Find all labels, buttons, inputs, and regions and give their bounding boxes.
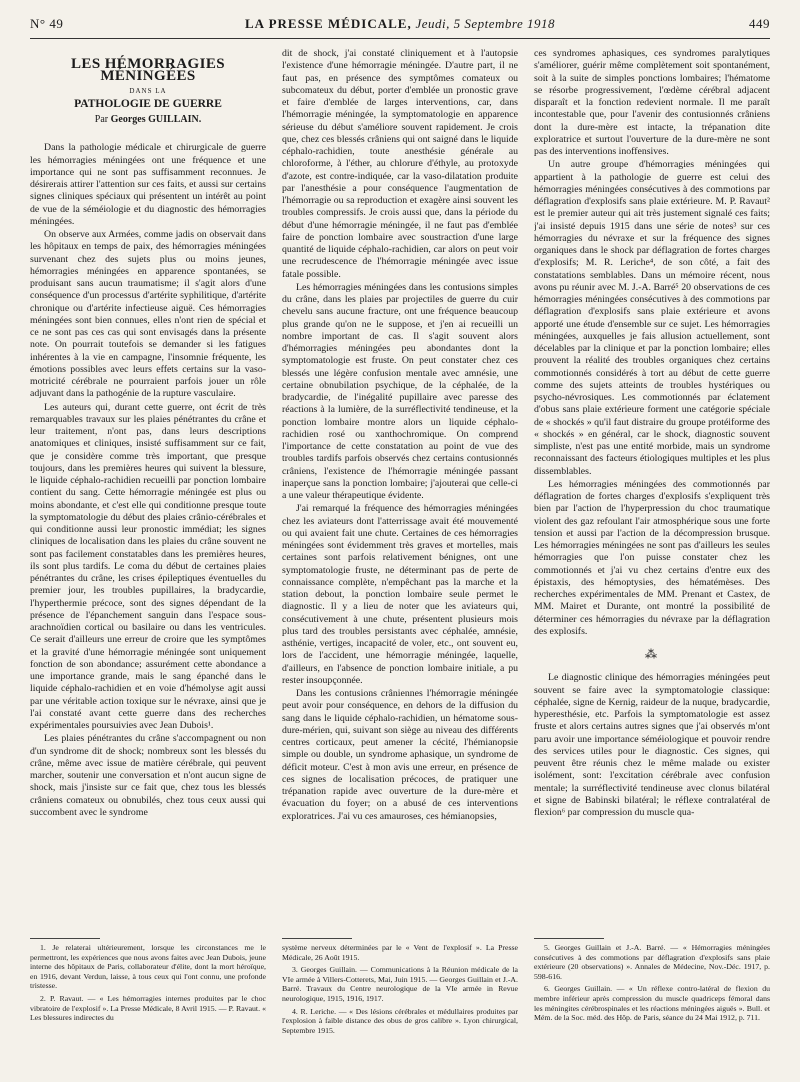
paragraph: Le diagnostic clinique des hémorragies méningées peut souvent se faire avec la symptomatologie classique: céphalée, signe de Kernig, raideur de la nuque, bradycardie, hyperesthésie, etc. Parfois la symptomatologie est assez fruste et alors certains autres signes que j'ai observés m'ont paru avoir une importance séméiologique et pouvoir rendre des services utiles pour le diagnostic. Ces signes, qui peuvent être réunis chez le même malade ou exister isolément, sont: l'excitation cérébrale avec confusion mentale; la surréflectivité tendineuse avec clonus bilatéral et signe de Babinski bilatéral; le réflexe contralatéral de flexion⁶ par compression du muscle qua- bbox=[534, 672, 770, 818]
footnote-rule bbox=[282, 938, 352, 939]
paragraph: Les auteurs qui, durant cette guerre, ont écrit de très remarquables travaux sur les plaies pénétrantes du crâne et leur traitement, n'ont pas, dans leurs descriptions anatomiques et cliniques, insisté suffisamment sur ce fait, que je considère comme très important, que presque toujours, dans les premières heures qui suivent la blessure, le liquide céphalo-rachidien recueilli par ponction lombaire contient du sang. Cette hémorragie méningée est plus ou moins abondante, et c'est elle qui conditionne presque toute la symptomatologie du début des plaies crânio-cérébrales et qui conditionne aussi leur pronostic immédiat; les signes cliniques de localisation dans les plaies du crâne souvent ne sont pas facilement constatables dans les premières heures, ils sont plus tardifs. Le coma du début de certaines plaies pénétrantes du crâne, les crises épileptiques éventuelles du premier jour, les troubles pupillaires, la bradycardie, l'hyperthermie précoce, sont des signes dépendant de la présence de l'épanchement sanguin dans l'espace sous-arachnoïdien cortical ou basilaire ou dans les ventricules. Ce serait d'ailleurs une erreur de croire que les symptômes et la gravité d'une hémorragie méningée sont uniquement fonction de son abondance; assurément cette abondance a une importance grande, mais le sang épanché dans le liquide céphalo-rachidien et en voie d'hémolyse agit aussi par une véritable action toxique sur le névraxe, ainsi que je l'ai constaté avant cette guerre dans des recherches expérimentales poursuivies avec Jean Dubois¹. bbox=[30, 401, 266, 731]
footnote: 6. Georges Guillain. — « Un réflexe contro-latéral de flexion du membre inférieur après compression du muscle quadriceps fémoral dans les méningites cérébrospinales et les réactions méningées aiguës ». Bull. et Mém. de la Soc. méd. des Hôp. de Paris, séance du 24 Mai 1912, p. 711. bbox=[534, 984, 770, 1023]
column-1 bbox=[30, 48, 266, 1042]
column-3 bbox=[534, 48, 770, 1042]
author-prefix: Par bbox=[94, 114, 109, 125]
paragraph: ces syndromes aphasiques, ces syndromes paralytiques s'améliorer, guérir même complètement soit spontanément, soit à la suite de simples ponctions lombaires; l'hématome se résorbe progressivement, l'œdème cérébral adjacent disparaît et la fonction redevient normale. Il me paraît incontestable que, pour l'avenir des contusionnés crâniens dont la dure-mère est intacte, la trépanation dite exploratrice et surtout l'ouverture de la dure-mère ne sont pas des interventions inoffensives. bbox=[534, 48, 770, 157]
paragraph: Les hémorragies méningées dans les contusions simples du crâne, dans les plaies par projectiles de guerre du cuir chevelu sans aucune fracture, ont une fréquence beaucoup plus grande qu'on ne le suppose, et j'en ai recueilli un nombre important de cas. Il s'agit souvent alors d'hémorragies méningées peu abondantes dont la symptomatologie est fruste. On peut constater chez ces blessés une légère confusion mentale avec amnésie, une certaine obnubilation psychique, de la céphalée, de la bradycardie, de l'inégalité pupillaire avec paresse des réactions à la lumière, de la surréflectivité tendineuse, et la ponction lombaire montre alors un liquide céphalo-rachidien rosé ou xanthochromique. On comprend l'importance de cette constatation au point de vue des troubles tardifs parfois observés chez certains contusionnés crâniens, l'existence de l'hémorragie méningée passant inaperçue sans la ponction lombaire; j'ajouterai que celle-ci a une valeur thérapeutique évidente. bbox=[282, 281, 518, 501]
footnote-rule bbox=[30, 938, 100, 939]
footnotes-column-3 bbox=[534, 938, 770, 1076]
footnote: 2. P. Ravaut. — « Les hémorragies internes produites par le choc vibratoire de l'explosif ». La Presse Médicale, 8 Avril 1915. — P. Ravaut. « Les blessures indirectes du bbox=[30, 993, 266, 1023]
article-title-connector: DANS LA bbox=[129, 86, 167, 95]
issue-date: Jeudi, 5 Septembre 1918 bbox=[415, 16, 556, 31]
paragraph: Les plaies pénétrantes du crâne s'accompagnent ou non d'un syndrome dit de shock; nombreux sont les blessés du crâne, même avec issue de matière cérébrale, qui peuvent marcher, soutenir une conversation et n'ont aucun signe de shock, mais j'insiste sur ce fait que, chez tous les blessés crâniens comateux ou obnubilés, chez tous ceux aussi qui succombent avec le syndrome bbox=[30, 733, 266, 818]
footnotes-column-2 bbox=[282, 938, 518, 1076]
column-2 bbox=[282, 48, 518, 1042]
author-name: Georges GUILLAIN. bbox=[110, 114, 202, 125]
footnote: 1. Je relaterai ultérieurement, lorsque les circonstances me le permettront, les expériences que nous avons faites avec Jean Dubois, jeune interne des hôpitaux de Paris, collaborateur d'élite, dont la mort héroïque, en 1916, devant Verdun, laisse, à tous ceux qui l'ont connu, une profonde tristesse. bbox=[30, 943, 266, 991]
footnotes-column-1 bbox=[30, 938, 266, 1076]
paragraph: Un autre groupe d'hémorragies méningées qui appartient à la pathologie de guerre est celui des hémorragies méningées consécutives à des commotions par déflagration d'explosifs sans plaie extérieure. M. P. Ravaut² est le premier auteur qui ait très justement signalé ces faits; j'ai insisté depuis 1915 dans une série de notes³ sur ces hémorragies du névraxe et sur la fréquence des signes organiques dans le shock par déflagration de fortes charges d'explosifs; M. R. Leriche⁴, de son côté, a fait des constatations semblables. Dans un mémoire récent, nous avons pu réunir avec M. J.-A. Barré⁵ 20 observations de ces hémorragies méningées consécutives à des commotions par déflagration d'explosifs sans plaie extérieure et avons apporté une étude d'ensemble sur ce sujet. Les hémorragies méningées, auxquelles je fais allusion actuellement, sont décelables par la clinique et par la ponction lombaire; elles prouvent la réalité des troubles organiques chez certains commotionnés considérés à tort au début de cette guerre comme des sujets atteints de troubles hystériques ou psycho-névrosiques. Les commotionnés par éclatement d'obus sans plaie extérieure forment une catégorie spéciale de « shockés » qu'il faut distraire du groupe protéiforme des « shockés » en général, car le shock, diagnostic souvent simpliste, n'est pas une entité morbide, mais un syndrome reconnaissant des facteurs étiologiques multiples et les plus dissemblables. bbox=[534, 159, 770, 477]
paragraph: Les hémorragies méningées des commotionnés par déflagration de fortes charges d'explosifs s'expliquent très bien par l'action de l'hyperpression du choc traumatique violent des gaz refoulant l'air atmosphérique sous une forte tension et aussi par l'action de la décompression brusque. Les hémorragies méningées ne sont pas d'ailleurs les seules hémorragies que l'on puisse constater chez les commotionnés et j'ai vu chez certains d'entre eux des épistaxis, des hémoptysies, des hématémèses. Des recherches expérimentales de MM. Prenant et Castex, de MM. Mairet et Durante, ont montré la possibilité de déterminer ces hémorragies du névraxe par la déflagration des explosifs. bbox=[534, 478, 770, 637]
footnote: système nerveux déterminées par le « Vent de l'explosif ». La Presse Médicale, 26 Août 1915. bbox=[282, 943, 518, 962]
running-header bbox=[30, 16, 770, 36]
article-title: LES HÉMORRAGIES MÉNINGÉES bbox=[71, 56, 225, 85]
footnote-rule bbox=[534, 938, 604, 939]
paragraph: dit de shock, j'ai constaté cliniquement et à l'autopsie l'existence d'une hémorragie méningée. D'autre part, il ne faut pas, en présence des symptômes comateux ou subcomateux du début, porter d'emblée un pronostic grave et faire d'emblée de larges interventions, car, dans l'hémorragie méningée, la symptomatologie en apparence sérieuse du début s'améliore souvent rapidement. Je crois que, chez ces blessés crâniens qui ont saigné dans le liquide céphalo-rachidien, toute anesthésie générale au chloroforme, à l'éther, au chlorure d'éthyle, au protoxyde d'azote, est contre-indiquée, car la vaso-dilatation produite par l'anesthésie a pour conséquence l'augmentation de l'hémorragie ou sa reproduction et exagère ainsi souvent les troubles compressifs. Je crois aussi que, dans la période du début d'une hémorragie méningée, il ne faut pas d'emblée faire de ponction lombaire avec soustraction d'une large quantité de liquide céphalo-rachidien, car alors on peut voir une recrudescence de l'hémorragie méningée avec issue fatale possible. bbox=[282, 48, 518, 280]
page-number: 449 bbox=[749, 16, 770, 31]
article-subtitle: PATHOLOGIE DE GUERRE bbox=[74, 97, 222, 110]
header-center bbox=[30, 16, 770, 32]
journal-title: LA PRESSE MÉDICALE, bbox=[244, 16, 412, 31]
article-author bbox=[30, 114, 266, 126]
section-separator-stars: ⁂ bbox=[645, 647, 659, 661]
paragraph: Dans les contusions crâniennes l'hémorragie méningée peut avoir pour conséquence, en dehors de la diffusion du sang dans le liquide céphalo-rachidien, un hématome sous-dure-mérien, qui, suivant son siège au niveau des différents centres corticaux, peut amener la cécité, l'hémianopsie simple ou double, un syndrome aphasique, un syndrome de déficit moteur. C'est à mon avis une erreur, en présence de ces signes de localisation précoces, de pratiquer une trépanation rapide avec ouverture de la dure-mère et évacuation du foyer; on a abusé de ces interventions exploratrices. J'ai vu ces amauroses, ces hémianopsies, bbox=[282, 688, 518, 822]
issue-number: N° 49 bbox=[30, 16, 64, 31]
footnote: 4. R. Leriche. — « Des lésions cérébrales et médullaires produites par l'explosion à faible distance des obus de gros calibre ». Lyon chirurgical, Septembre 1915. bbox=[282, 1006, 518, 1035]
paragraph: Dans la pathologie médicale et chirurgicale de guerre les hémorragies méningées ont une fréquence et une importance qui ne sont pas suffisamment reconnues. Je désirerais attirer l'attention sur ces faits, et aussi sur certains signes cliniques spéciaux qui présentent un intérêt au point de vue de la séméiologie et du diagnostic des hémorragies méningées. bbox=[30, 142, 266, 227]
footnote: 5. Georges Guillain et J.-A. Barré. — « Hémorragies méningées consécutives à des commotions par déflagration d'explosifs sans plaie extérieure (20 observations) ». Annales de Médecine, Nov.-Déc. 1917, p. 598-616. bbox=[534, 943, 770, 981]
header-rule bbox=[30, 38, 770, 39]
footnote: 3. Georges Guillain. — Communications à la Réunion médicale de la VIe armée à Villers-Cotterets, Mai, Juin 1915. — Georges Guillain et J.-A. Barré. Travaux du Centre neurologique de la VIe armée in Revue neurologique, 1915, 1916, 1917. bbox=[282, 965, 518, 1003]
paragraph: On observe aux Armées, comme jadis on observait dans les hôpitaux en temps de paix, des hémorragies méningées survenant chez des sujets plus ou moins jeunes, hémorragies méningées en apparence spontanées, se produisant sans aucun traumatisme; il s'agit alors d'une conséquence d'un processus d'artérite syphilitique, d'artérite chronique ou d'artérite infectieuse aiguë. Ces hémorragies méningées sont bien connues, elles n'ont rien de spécial et ce ne sont pas ces cas qui sont envisagés dans la présente note. On pourrait toutefois se demander si les fatigues inhérentes à la vie en campagne, l'insomnie fréquente, les émotions possibles avec leurs effets certains sur la vaso-motricité cérébrale ne pourraient parfois jouer un rôle adjuvant dans la pathogénie de la rupture vasculaire. bbox=[30, 229, 266, 400]
paragraph: J'ai remarqué la fréquence des hémorragies méningées chez les aviateurs dont l'atterrissage avait été mouvementé ou qui avaient fait une chute. Certaines de ces hémorragies méningées sont évidemment très graves et mortelles, mais certaines sont parfois relativement bénignes, ont une symptomatologie fruste, ne déterminant pas de perte de connaissance complète, n'empêchant pas la marche et la station debout, la ponction lombaire seule permet le diagnostic. Il y a lieu de noter que les aviateurs qui, consécutivement à une chute, présentent plusieurs mois plus tard des troubles persistants avec céphalée, amnésie, asthénie, vertiges, incapacité de voler, etc., ont souvent eu, lors de l'accident, une hémorragie méningée, laquelle, d'ailleurs, en l'absence de ponction lombaire initiale, a pu rester insoupçonnée. bbox=[282, 503, 518, 686]
